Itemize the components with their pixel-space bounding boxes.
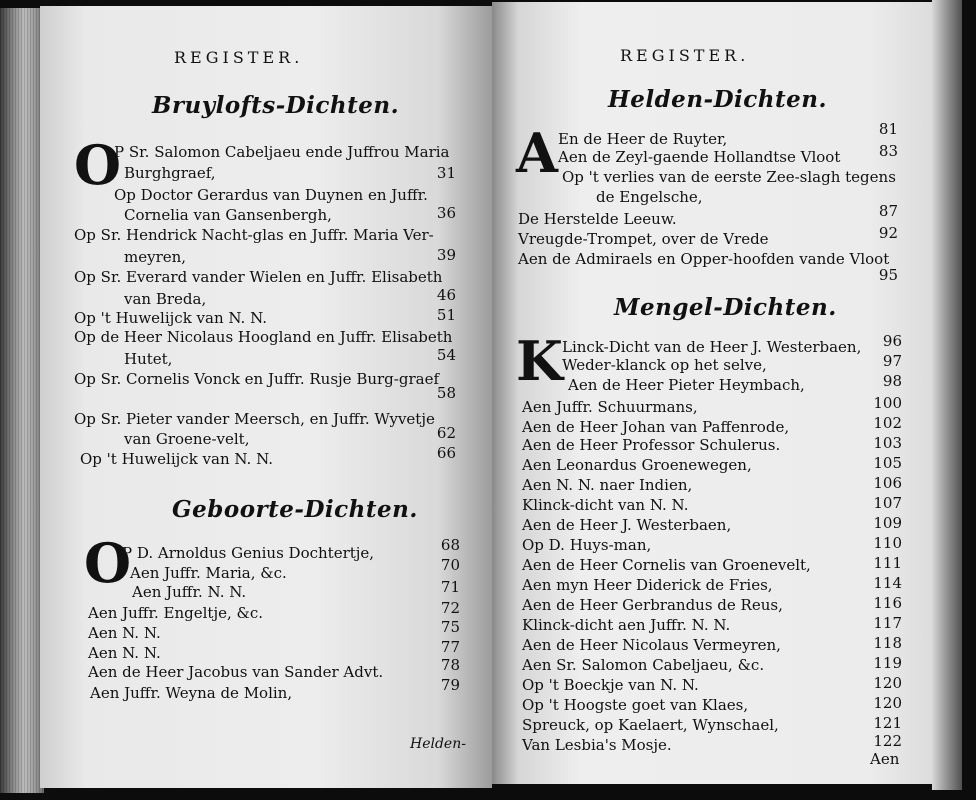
register-entry: Aen Sr. Salomon Cabeljaeu, &c. [522,656,765,674]
page-number: 51 [436,306,456,324]
register-entry: Aen Leonardus Groenewegen, [522,456,752,474]
register-entry: Vreugde-Trompet, over de Vrede [518,230,769,248]
page-number: 105 [873,454,902,472]
page-number: 81 [878,120,898,138]
drop-initial: O [84,531,132,595]
page-number: 92 [878,224,898,242]
page-number: 83 [878,142,898,160]
page-number: 98 [882,372,902,390]
register-entry: Weder-klanck op het selve, [562,356,767,374]
page-number: 75 [440,618,460,636]
register-entry: Op de Heer Nicolaus Hoogland en Juffr. Elisabeth [74,328,453,346]
page-number: 120 [873,674,902,692]
page-number: 114 [873,574,902,592]
register-entry: Op 't Boeckje van N. N. [522,676,699,694]
catchword: Aen [870,750,900,768]
register-entry: Klinck-dicht van N. N. [522,496,689,514]
register-entry: Aen Juffr. Schuurmans, [522,398,698,416]
register-entry: Op Sr. Pieter vander Meersch, en Juffr. Wyvetje [74,410,435,428]
register-entry: Aen de Zeyl-gaende Hollandtse Vloot [558,148,841,166]
page-number: 96 [882,332,902,350]
register-entry: Aen N. N. naer Indien, [522,476,693,494]
drop-initial: A [516,121,558,185]
register-entry: Op Sr. Hendrick Nacht-glas en Juffr. Maria Ver- [74,226,434,244]
register-entry: Aen N. N. [88,644,161,662]
page-number: 68 [440,536,460,554]
register-entry: Aen de Heer Nicolaus Vermeyren, [522,636,781,654]
page-number: 103 [873,434,902,452]
page-number: 54 [436,346,456,364]
register-entry: Aen Juffr. Maria, &c. [130,564,287,582]
page-number: 106 [873,474,902,492]
register-entry: P Sr. Salomon Cabeljaeu ende Juffrou Maria [114,143,450,161]
register-entry: Aen de Heer Gerbrandus de Reus, [522,596,783,614]
register-entry: Aen N. N. [88,624,161,642]
register-entry: Op Sr. Cornelis Vonck en Juffr. Rusje Burg-graef [74,370,439,388]
page-number: 79 [440,676,460,694]
register-entry: Op 't Huwelijck van N. N. [80,450,274,468]
register-entry: Hutet, [124,350,173,368]
page-number: 118 [873,634,902,652]
running-head: REGISTER. [620,46,750,65]
register-entry: Van Lesbia's Mosje. [522,736,672,754]
register-entry: Op D. Huys-man, [522,536,652,554]
register-entry: van Breda, [124,290,207,308]
register-entry: Aen de Heer Pieter Heymbach, [568,376,805,394]
page-number: 120 [873,694,902,712]
right-page [492,2,934,784]
page-number: 78 [440,656,460,674]
page-number: 97 [882,352,902,370]
register-entry: Op 't verlies van de eerste Zee-slagh tegens [562,168,896,186]
page-number: 31 [436,164,456,182]
page-number: 107 [873,494,902,512]
register-entry: Aen Juffr. N. N. [132,583,247,601]
page-number: 109 [873,514,902,532]
drop-initial: O [74,133,122,197]
register-entry: Aen de Admiraels en Opper-hoofden vande Vloot [518,250,890,268]
page-number: 102 [873,414,902,432]
page-number: 87 [878,202,898,220]
page-number: 110 [873,534,902,552]
page-number: 66 [436,444,456,462]
register-entry: Cornelia van Gansenbergh, [124,206,332,224]
register-entry: Burghgraef, [124,164,216,182]
register-entry: Op 't Hoogste goet van Klaes, [522,696,749,714]
page-number: 122 [873,732,902,750]
book-edge-left [0,8,44,793]
catchword: Helden- [410,736,466,752]
register-entry: En de Heer de Ruyter, [558,130,728,148]
register-entry: Aen de Heer Professor Schulerus. [522,436,781,454]
register-entry: de Engelsche, [596,188,703,206]
register-entry: Spreuck, op Kaelaert, Wynschael, [522,716,779,734]
section-title: Bruylofts-Dichten. [152,92,400,119]
section-title: Mengel-Dichten. [614,294,837,321]
page-number: 111 [873,554,902,572]
page-number: 46 [436,286,456,304]
page-number: 36 [436,204,456,222]
page-number: 100 [873,394,902,412]
page-number: 117 [873,614,902,632]
register-entry: Op Sr. Everard vander Wielen en Juffr. Elisabeth [74,268,443,286]
register-entry: Aen de Heer J. Westerbaen, [522,516,732,534]
section-title: Helden-Dichten. [608,86,827,113]
page-number: 58 [436,384,456,402]
register-entry: Klinck-dicht aen Juffr. N. N. [522,616,731,634]
page-number: 39 [436,246,456,264]
page-number: 121 [873,714,902,732]
page-number: 95 [878,266,898,284]
register-entry: Op 't Huwelijck van N. N. [74,309,268,327]
register-entry: Linck-Dicht van de Heer J. Westerbaen, [562,338,862,356]
register-entry: P D. Arnoldus Genius Dochtertje, [122,544,375,562]
register-entry: Aen Juffr. Weyna de Molin, [90,684,293,702]
page-number: 77 [440,638,460,656]
page-number: 116 [873,594,902,612]
register-entry: Aen de Heer Cornelis van Groenevelt, [522,556,811,574]
page-number: 119 [873,654,902,672]
left-page [40,6,492,788]
register-entry: meyren, [124,248,187,266]
running-head: REGISTER. [174,48,304,67]
page-number: 70 [440,556,460,574]
register-entry: Aen de Heer Johan van Paffenrode, [522,418,790,436]
register-entry: van Groene-velt, [124,430,250,448]
register-entry: De Herstelde Leeuw. [518,210,677,228]
page-number: 71 [440,578,460,596]
page-number: 72 [440,599,460,617]
drop-initial: K [516,329,563,393]
section-title: Geboorte-Dichten. [172,496,418,523]
register-entry: Op Doctor Gerardus van Duynen en Juffr. [114,186,428,204]
page-number: 62 [436,424,456,442]
register-entry: Aen myn Heer Diderick de Fries, [522,576,773,594]
register-entry: Aen Juffr. Engeltje, &c. [88,604,264,622]
book-edge-right [932,0,962,790]
register-entry: Aen de Heer Jacobus van Sander Advt. [88,663,384,681]
